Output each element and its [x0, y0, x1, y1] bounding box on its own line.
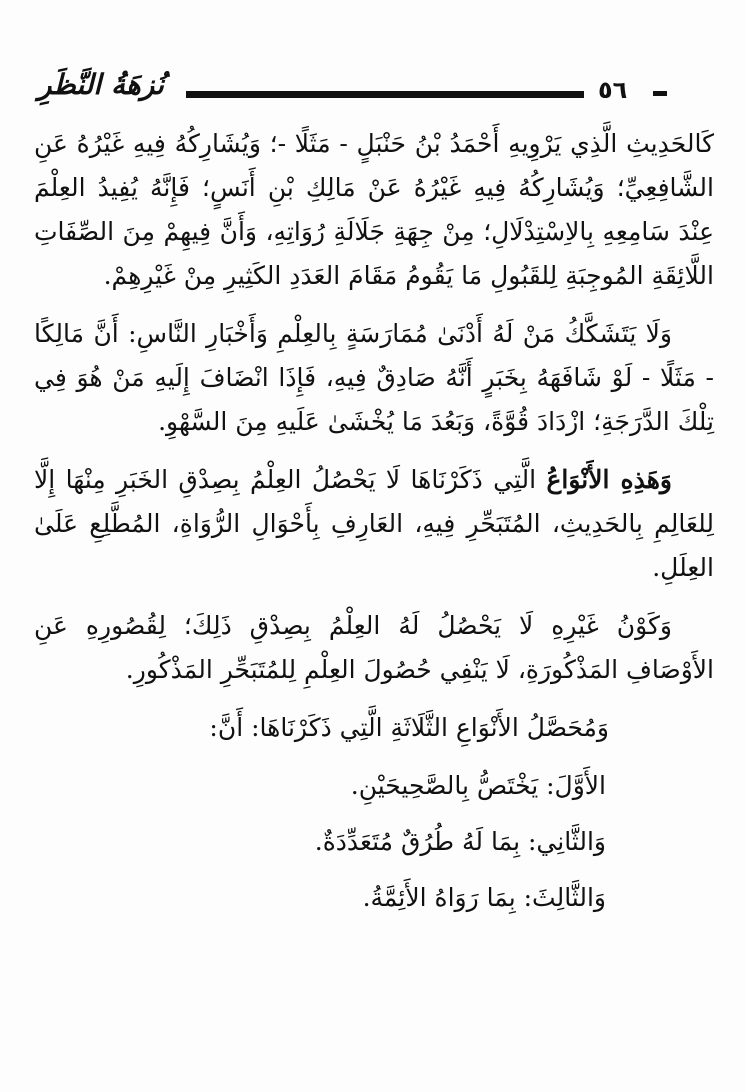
header-rule	[186, 91, 584, 98]
list-item-second: وَالثَّانِي: بِمَا لَهُ طُرُقٌ مُتَعَدِّدَةٌ.	[314, 827, 606, 856]
list-item-first: الأَوَّلَ: يَخْتَصُّ بِالصَّحِيحَيْنِ.	[350, 771, 606, 800]
page-body	[34, 122, 714, 926]
page-number: ٥٦	[598, 76, 628, 104]
page-number-dash	[653, 91, 667, 96]
book-title: نُزهَةُ النَّظَرِ	[38, 68, 164, 101]
types-summary-list	[34, 706, 714, 926]
paragraph-1: كَالحَدِيثِ الَّذِي يَرْوِيهِ أَحْمَدُ بْنُ حَنْبَلٍ - مَثَلًا -؛ وَيُشَارِكُهُ فِيهِ غَيْرُهُ عَنِ الشَّافِعِيِّ؛ وَيُشَارِكُهُ فِيهِ غَيْرُهُ عَنْ مَالِكِ بْنِ أَنَسٍ؛ فَإِنَّهُ يُفِيدُ العِلْمَ عِنْدَ سَامِعِهِ بِالاِسْتِدْلَالِ؛ مِنْ جِهَةِ جَلَالَةِ رُوَاتِهِ، وَأَنَّ فِيهِمْ مِنَ الصِّفَاتِ اللَّائِقَةِ المُوجِبَةِ لِلقَبُولِ مَا يَقُومُ مَقَامَ العَدَدِ الكَثِيرِ مِنْ غَيْرِهِمْ.	[34, 129, 714, 290]
paragraph-4: وَكَوْنُ غَيْرِهِ لَا يَحْصُلُ لَهُ العِلْمُ بِصِدْقِ ذَلِكَ؛ لِقُصُورِهِ عَنِ الأَوْصَافِ المَذْكُورَةِ، لَا يَنْفِي حُصُولَ العِلْمِ لِلمُتَبَحِّرِ المَذْكُورِ.	[34, 611, 714, 684]
list-intro: وَمُحَصَّلُ الأَنْوَاعِ الثَّلَاثَةِ الَّتِي ذَكَرْنَاهَا: أَنَّ:	[209, 713, 609, 742]
paragraph-3	[34, 458, 714, 590]
page-header	[26, 68, 666, 118]
paragraph-2: وَلَا يَتَشَكَّكُ مَنْ لَهُ أَدْنَىٰ مُمَارَسَةٍ بِالعِلْمِ وَأَخْبَارِ النَّاسِ: أَنَّ مَالِكًا - مَثَلًا - لَوْ شَافَهَهُ بِخَبَرٍ أَنَّهُ صَادِقٌ فِيهِ، فَإِذَا انْضَافَ إِلَيهِ مَنْ هُوَ فِي تِلْكَ الدَّرَجَةِ؛ ازْدَادَ قُوَّةً، وَبَعُدَ مَا يُخْشَىٰ عَلَيهِ مِنَ السَّهْوِ.	[34, 319, 714, 436]
list-item-third: وَالثَّالِثَ: بِمَا رَوَاهُ الأَئِمَّةُ.	[362, 883, 606, 912]
paragraph-3-lead: وَهَذِهِ الأَنْوَاعُ	[546, 465, 672, 494]
paragraph-3-text: الَّتِي ذَكَرْنَاهَا لَا يَحْصُلُ العِلْمُ بِصِدْقِ الخَبَرِ مِنْهَا إِلَّا لِلعَالِمِ بِالحَدِيثِ، المُتَبَحِّرِ فِيهِ، العَارِفِ بِأَحْوَالِ الرُّوَاةِ، المُطَّلِعِ عَلَىٰ العِلَلِ.	[34, 465, 714, 582]
